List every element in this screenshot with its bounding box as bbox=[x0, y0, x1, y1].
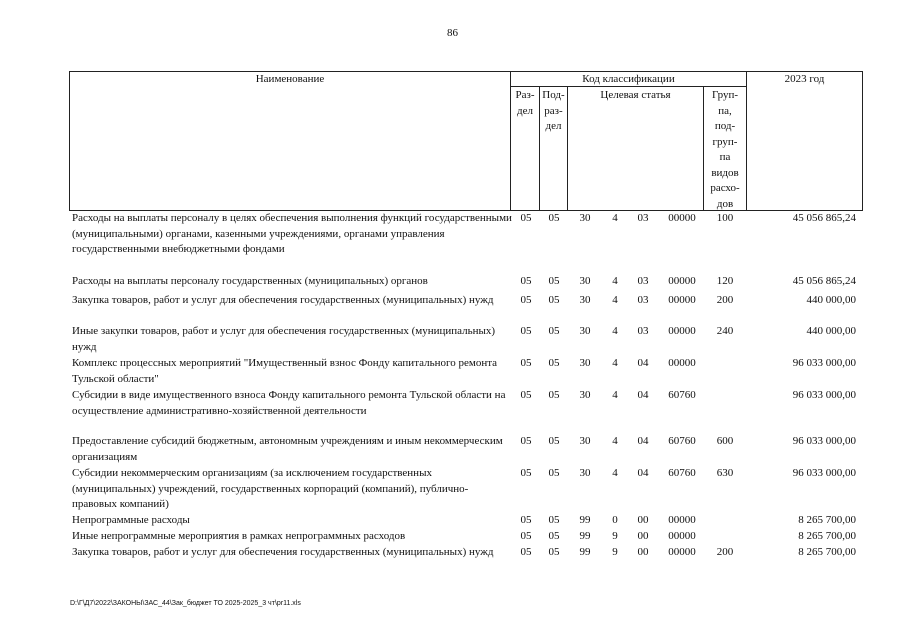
row-group: 120 bbox=[716, 275, 734, 287]
row-cs1: 30 bbox=[579, 389, 591, 401]
row-razdel: 05 bbox=[520, 546, 532, 558]
row-cs1: 30 bbox=[579, 275, 591, 287]
row-cs3: 00 bbox=[637, 546, 649, 558]
row-cs4: 00000 bbox=[668, 546, 696, 558]
row-amount: 440 000,00 bbox=[806, 294, 856, 306]
header-group: Груп- па, под- груп- па видов расхо- дов bbox=[710, 89, 740, 210]
row-cs2: 4 bbox=[612, 357, 618, 369]
row-cs4: 00000 bbox=[668, 294, 696, 306]
row-cs3: 04 bbox=[637, 357, 649, 369]
row-cs3: 00 bbox=[637, 514, 649, 526]
row-cs1: 30 bbox=[579, 357, 591, 369]
row-cs4: 60760 bbox=[668, 467, 696, 479]
row-group: 600 bbox=[716, 435, 734, 447]
row-razdel: 05 bbox=[520, 212, 532, 224]
row-podrazdel: 05 bbox=[548, 357, 560, 369]
row-cs4: 60760 bbox=[668, 435, 696, 447]
row-podrazdel: 05 bbox=[548, 435, 560, 447]
row-podrazdel: 05 bbox=[548, 325, 560, 337]
row-cs3: 03 bbox=[637, 212, 649, 224]
header-subsection: Под- раз- дел bbox=[542, 89, 565, 132]
row-cs2: 4 bbox=[612, 467, 618, 479]
row-cs4: 60760 bbox=[668, 389, 696, 401]
row-name: Субсидии в виде имущественного взноса Фонду капитального ремонта Тульской области на осуществление административно-хозяйственной деятельности bbox=[72, 389, 506, 417]
row-cs2: 4 bbox=[612, 294, 618, 306]
file-path-footer: D:\Г\Д7\2022\ЗАКОНЫ\ЗАС_44\Зак_бюджет ТО 2025-2025_3 чт\pr11.xls bbox=[70, 600, 301, 607]
row-cs2: 4 bbox=[612, 275, 618, 287]
row-podrazdel: 05 bbox=[548, 275, 560, 287]
row-amount: 45 056 865,24 bbox=[792, 212, 856, 224]
row-name: Расходы на выплаты персоналу в целях обеспечения выполнения функций государственными (муниципальными) органами, казенными учреждениями, органами управления государственными внебюджетными фондами bbox=[72, 212, 512, 255]
row-amount: 440 000,00 bbox=[806, 325, 856, 337]
row-group: 100 bbox=[716, 212, 734, 224]
row-cs1: 99 bbox=[579, 546, 591, 558]
row-razdel: 05 bbox=[520, 357, 532, 369]
row-amount: 8 265 700,00 bbox=[798, 530, 856, 542]
row-amount: 96 033 000,00 bbox=[792, 357, 856, 369]
row-amount: 96 033 000,00 bbox=[792, 435, 856, 447]
row-cs2: 4 bbox=[612, 212, 618, 224]
row-cs3: 03 bbox=[637, 275, 649, 287]
row-cs1: 99 bbox=[579, 530, 591, 542]
row-razdel: 05 bbox=[520, 275, 532, 287]
row-name: Расходы на выплаты персоналу государственных (муниципальных) органов bbox=[72, 275, 428, 287]
row-cs2: 9 bbox=[612, 546, 618, 558]
row-name: Непрограммные расходы bbox=[72, 514, 190, 526]
row-cs3: 03 bbox=[637, 325, 649, 337]
row-cs2: 4 bbox=[612, 389, 618, 401]
row-group: 240 bbox=[716, 325, 734, 337]
header-section: Раз- дел bbox=[515, 89, 535, 117]
row-cs2: 4 bbox=[612, 325, 618, 337]
row-razdel: 05 bbox=[520, 467, 532, 479]
row-cs4: 00000 bbox=[668, 530, 696, 542]
row-name: Предоставление субсидий бюджетным, автономным учреждениям и иным некоммерческим организациям bbox=[72, 435, 503, 463]
row-name: Иные непрограммные мероприятия в рамках непрограммных расходов bbox=[72, 530, 406, 542]
row-cs3: 04 bbox=[637, 467, 649, 479]
row-cs4: 00000 bbox=[668, 212, 696, 224]
row-podrazdel: 05 bbox=[548, 389, 560, 401]
row-razdel: 05 bbox=[520, 530, 532, 542]
row-cs1: 99 bbox=[579, 514, 591, 526]
row-cs4: 00000 bbox=[668, 275, 696, 287]
row-group: 200 bbox=[716, 294, 734, 306]
row-name: Комплекс процессных мероприятий "Имущественный взнос Фонду капитального ремонта Тульской области" bbox=[72, 357, 498, 385]
row-cs1: 30 bbox=[579, 325, 591, 337]
row-razdel: 05 bbox=[520, 325, 532, 337]
row-name: Иные закупки товаров, работ и услуг для обеспечения государственных (муниципальных) нужд bbox=[72, 325, 496, 353]
row-razdel: 05 bbox=[520, 514, 532, 526]
row-podrazdel: 05 bbox=[548, 294, 560, 306]
row-name: Закупка товаров, работ и услуг для обеспечения государственных (муниципальных) нужд bbox=[72, 294, 494, 306]
row-name: Закупка товаров, работ и услуг для обеспечения государственных (муниципальных) нужд bbox=[72, 546, 494, 558]
row-amount: 8 265 700,00 bbox=[798, 514, 856, 526]
page-number: 86 bbox=[447, 27, 458, 39]
header-name: Наименование bbox=[255, 73, 325, 85]
row-cs4: 00000 bbox=[668, 514, 696, 526]
row-cs2: 9 bbox=[612, 530, 618, 542]
row-amount: 8 265 700,00 bbox=[798, 546, 856, 558]
row-podrazdel: 05 bbox=[548, 514, 560, 526]
row-cs1: 30 bbox=[579, 467, 591, 479]
row-cs1: 30 bbox=[579, 435, 591, 447]
table-header bbox=[69, 71, 863, 211]
row-cs1: 30 bbox=[579, 294, 591, 306]
row-razdel: 05 bbox=[520, 389, 532, 401]
row-amount: 45 056 865,24 bbox=[792, 275, 856, 287]
row-cs4: 00000 bbox=[668, 325, 696, 337]
row-podrazdel: 05 bbox=[548, 530, 560, 542]
row-amount: 96 033 000,00 bbox=[792, 389, 856, 401]
header-classification: Код классификации bbox=[582, 73, 675, 85]
row-cs2: 4 bbox=[612, 435, 618, 447]
row-cs1: 30 bbox=[579, 212, 591, 224]
row-cs3: 04 bbox=[637, 435, 649, 447]
row-cs3: 04 bbox=[637, 389, 649, 401]
row-podrazdel: 05 bbox=[548, 546, 560, 558]
row-name: Субсидии некоммерческим организациям (за исключением государственных (муниципальных) учреждений, государственных корпораций (компаний), публично-правовых компаний) bbox=[72, 467, 469, 510]
row-cs2: 0 bbox=[612, 514, 618, 526]
row-group: 630 bbox=[716, 467, 734, 479]
row-razdel: 05 bbox=[520, 294, 532, 306]
row-podrazdel: 05 bbox=[548, 212, 560, 224]
header-target-article: Целевая статья bbox=[600, 89, 671, 101]
row-cs3: 03 bbox=[637, 294, 649, 306]
row-podrazdel: 05 bbox=[548, 467, 560, 479]
row-cs3: 00 bbox=[637, 530, 649, 542]
header-year: 2023 год bbox=[784, 73, 825, 85]
row-amount: 96 033 000,00 bbox=[792, 467, 856, 479]
row-cs4: 00000 bbox=[668, 357, 696, 369]
row-group: 200 bbox=[716, 546, 734, 558]
row-razdel: 05 bbox=[520, 435, 532, 447]
